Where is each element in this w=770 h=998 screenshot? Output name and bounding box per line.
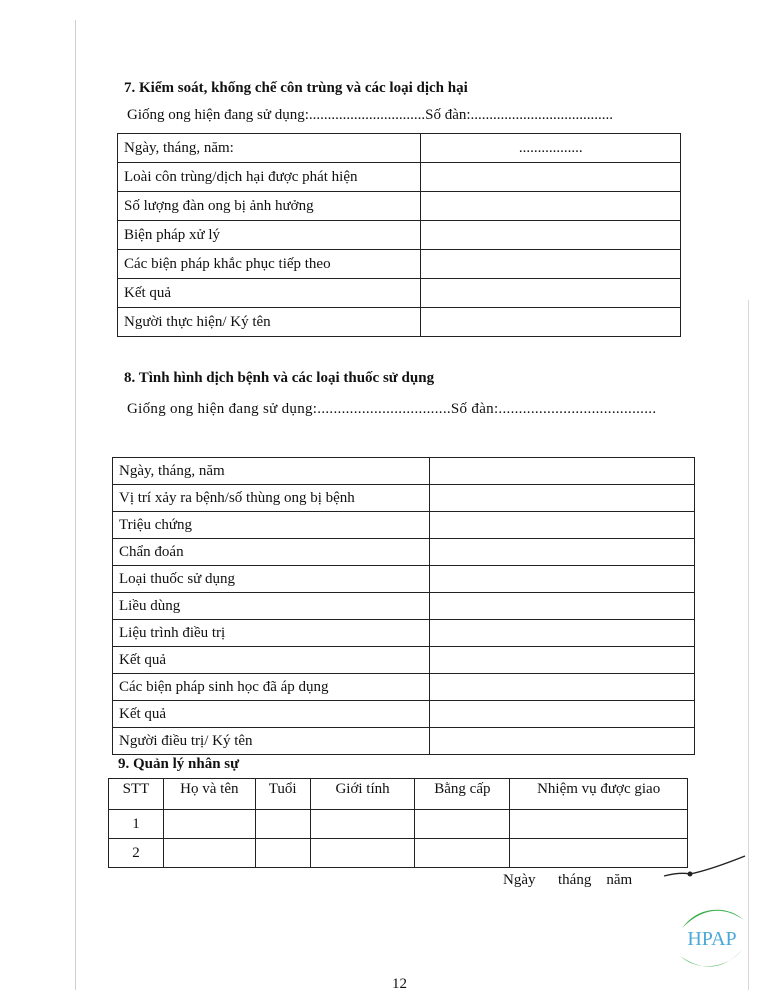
table-row: [113, 539, 695, 566]
section-8-species-line: Giống ong hiện đang sử dụng:.................................Số đàn:.......................................: [127, 401, 657, 417]
hpap-logo: [672, 898, 752, 978]
row-label: Các biện pháp sinh học đã áp dụng: [113, 674, 430, 701]
row-label: Loại thuốc sử dụng: [113, 566, 430, 593]
table-row: [113, 593, 695, 620]
table-row: [113, 674, 695, 701]
table-row: [113, 458, 695, 485]
row-label: Kết quả: [118, 279, 421, 308]
row-value[interactable]: [430, 458, 695, 485]
row-label: Người thực hiện/ Ký tên: [118, 308, 421, 337]
section-7-species-line: Giống ong hiện đang sử dụng:...............................Số đàn:......................................: [127, 107, 614, 123]
cell[interactable]: [255, 810, 310, 839]
row-value[interactable]: [430, 593, 695, 620]
row-value[interactable]: [430, 701, 695, 728]
row-value[interactable]: [430, 566, 695, 593]
cell[interactable]: [255, 839, 310, 868]
row-value[interactable]: [430, 728, 695, 755]
row-value[interactable]: [421, 250, 681, 279]
cell[interactable]: [163, 839, 255, 868]
table-row: [118, 279, 681, 308]
column-header: Bằng cấp: [415, 779, 510, 810]
column-header: Tuổi: [255, 779, 310, 810]
row-label: Kết quả: [113, 701, 430, 728]
row-value[interactable]: [430, 485, 695, 512]
row-label: Triệu chứng: [113, 512, 430, 539]
section-8-table: [112, 457, 695, 755]
table-header-row: [109, 779, 688, 810]
row-label: Liệu trình điều trị: [113, 620, 430, 647]
row-label: Liều dùng: [113, 593, 430, 620]
row-number: 2: [109, 839, 164, 868]
row-label: Người điều trị/ Ký tên: [113, 728, 430, 755]
cell[interactable]: [510, 810, 688, 839]
section-7-title: 7. Kiểm soát, khống chế côn trùng và các loại dịch hại: [124, 80, 468, 96]
row-value[interactable]: [430, 674, 695, 701]
table-row: [118, 163, 681, 192]
row-value[interactable]: [421, 192, 681, 221]
row-label: Kết quả: [113, 647, 430, 674]
page-number: 12: [392, 976, 407, 992]
scan-margin-line: [75, 20, 76, 990]
row-value[interactable]: [430, 512, 695, 539]
row-value[interactable]: [421, 221, 681, 250]
cell[interactable]: [163, 810, 255, 839]
date-line: Ngày tháng năm: [503, 872, 633, 888]
date-value[interactable]: .................: [421, 134, 681, 163]
table-row: [113, 566, 695, 593]
row-value[interactable]: [421, 163, 681, 192]
row-value[interactable]: [430, 539, 695, 566]
column-header: Họ và tên: [163, 779, 255, 810]
table-row: [118, 221, 681, 250]
row-value[interactable]: [430, 620, 695, 647]
row-label: Chẩn đoán: [113, 539, 430, 566]
row-label: Các biện pháp khắc phục tiếp theo: [118, 250, 421, 279]
section-7-table: [117, 133, 681, 337]
cell[interactable]: [415, 810, 510, 839]
table-row: [113, 512, 695, 539]
signature-stroke: [660, 852, 750, 882]
row-label: Vị trí xảy ra bệnh/số thùng ong bị bệnh: [113, 485, 430, 512]
row-label: Số lượng đàn ong bị ảnh hưởng: [118, 192, 421, 221]
column-header: STT: [109, 779, 164, 810]
table-row: [118, 308, 681, 337]
table-row: [109, 839, 688, 868]
table-row: [118, 250, 681, 279]
table-row: [113, 485, 695, 512]
cell[interactable]: [310, 839, 415, 868]
column-header: Nhiệm vụ được giao: [510, 779, 688, 810]
table-row: [113, 647, 695, 674]
row-value[interactable]: [421, 279, 681, 308]
table-row: [113, 728, 695, 755]
cell[interactable]: [415, 839, 510, 868]
scan-margin-line-right: [748, 300, 749, 990]
table-row: [118, 192, 681, 221]
row-label: Ngày, tháng, năm: [113, 458, 430, 485]
logo-text: HPAP: [687, 928, 737, 950]
row-label: Biện pháp xử lý: [118, 221, 421, 250]
row-label: Loài côn trùng/dịch hại được phát hiện: [118, 163, 421, 192]
section-8-title: 8. Tình hình dịch bệnh và các loại thuốc sử dụng: [124, 370, 435, 386]
cell[interactable]: [310, 810, 415, 839]
column-header: Giới tính: [310, 779, 415, 810]
row-value[interactable]: [430, 647, 695, 674]
table-row: [109, 810, 688, 839]
row-value[interactable]: [421, 308, 681, 337]
table-row: [113, 701, 695, 728]
table-row: [113, 620, 695, 647]
section-9-title: 9. Quản lý nhân sự: [118, 756, 240, 772]
row-number: 1: [109, 810, 164, 839]
table-row: [118, 134, 681, 163]
row-label: Ngày, tháng, năm:: [118, 134, 421, 163]
section-9-table: [108, 778, 688, 868]
